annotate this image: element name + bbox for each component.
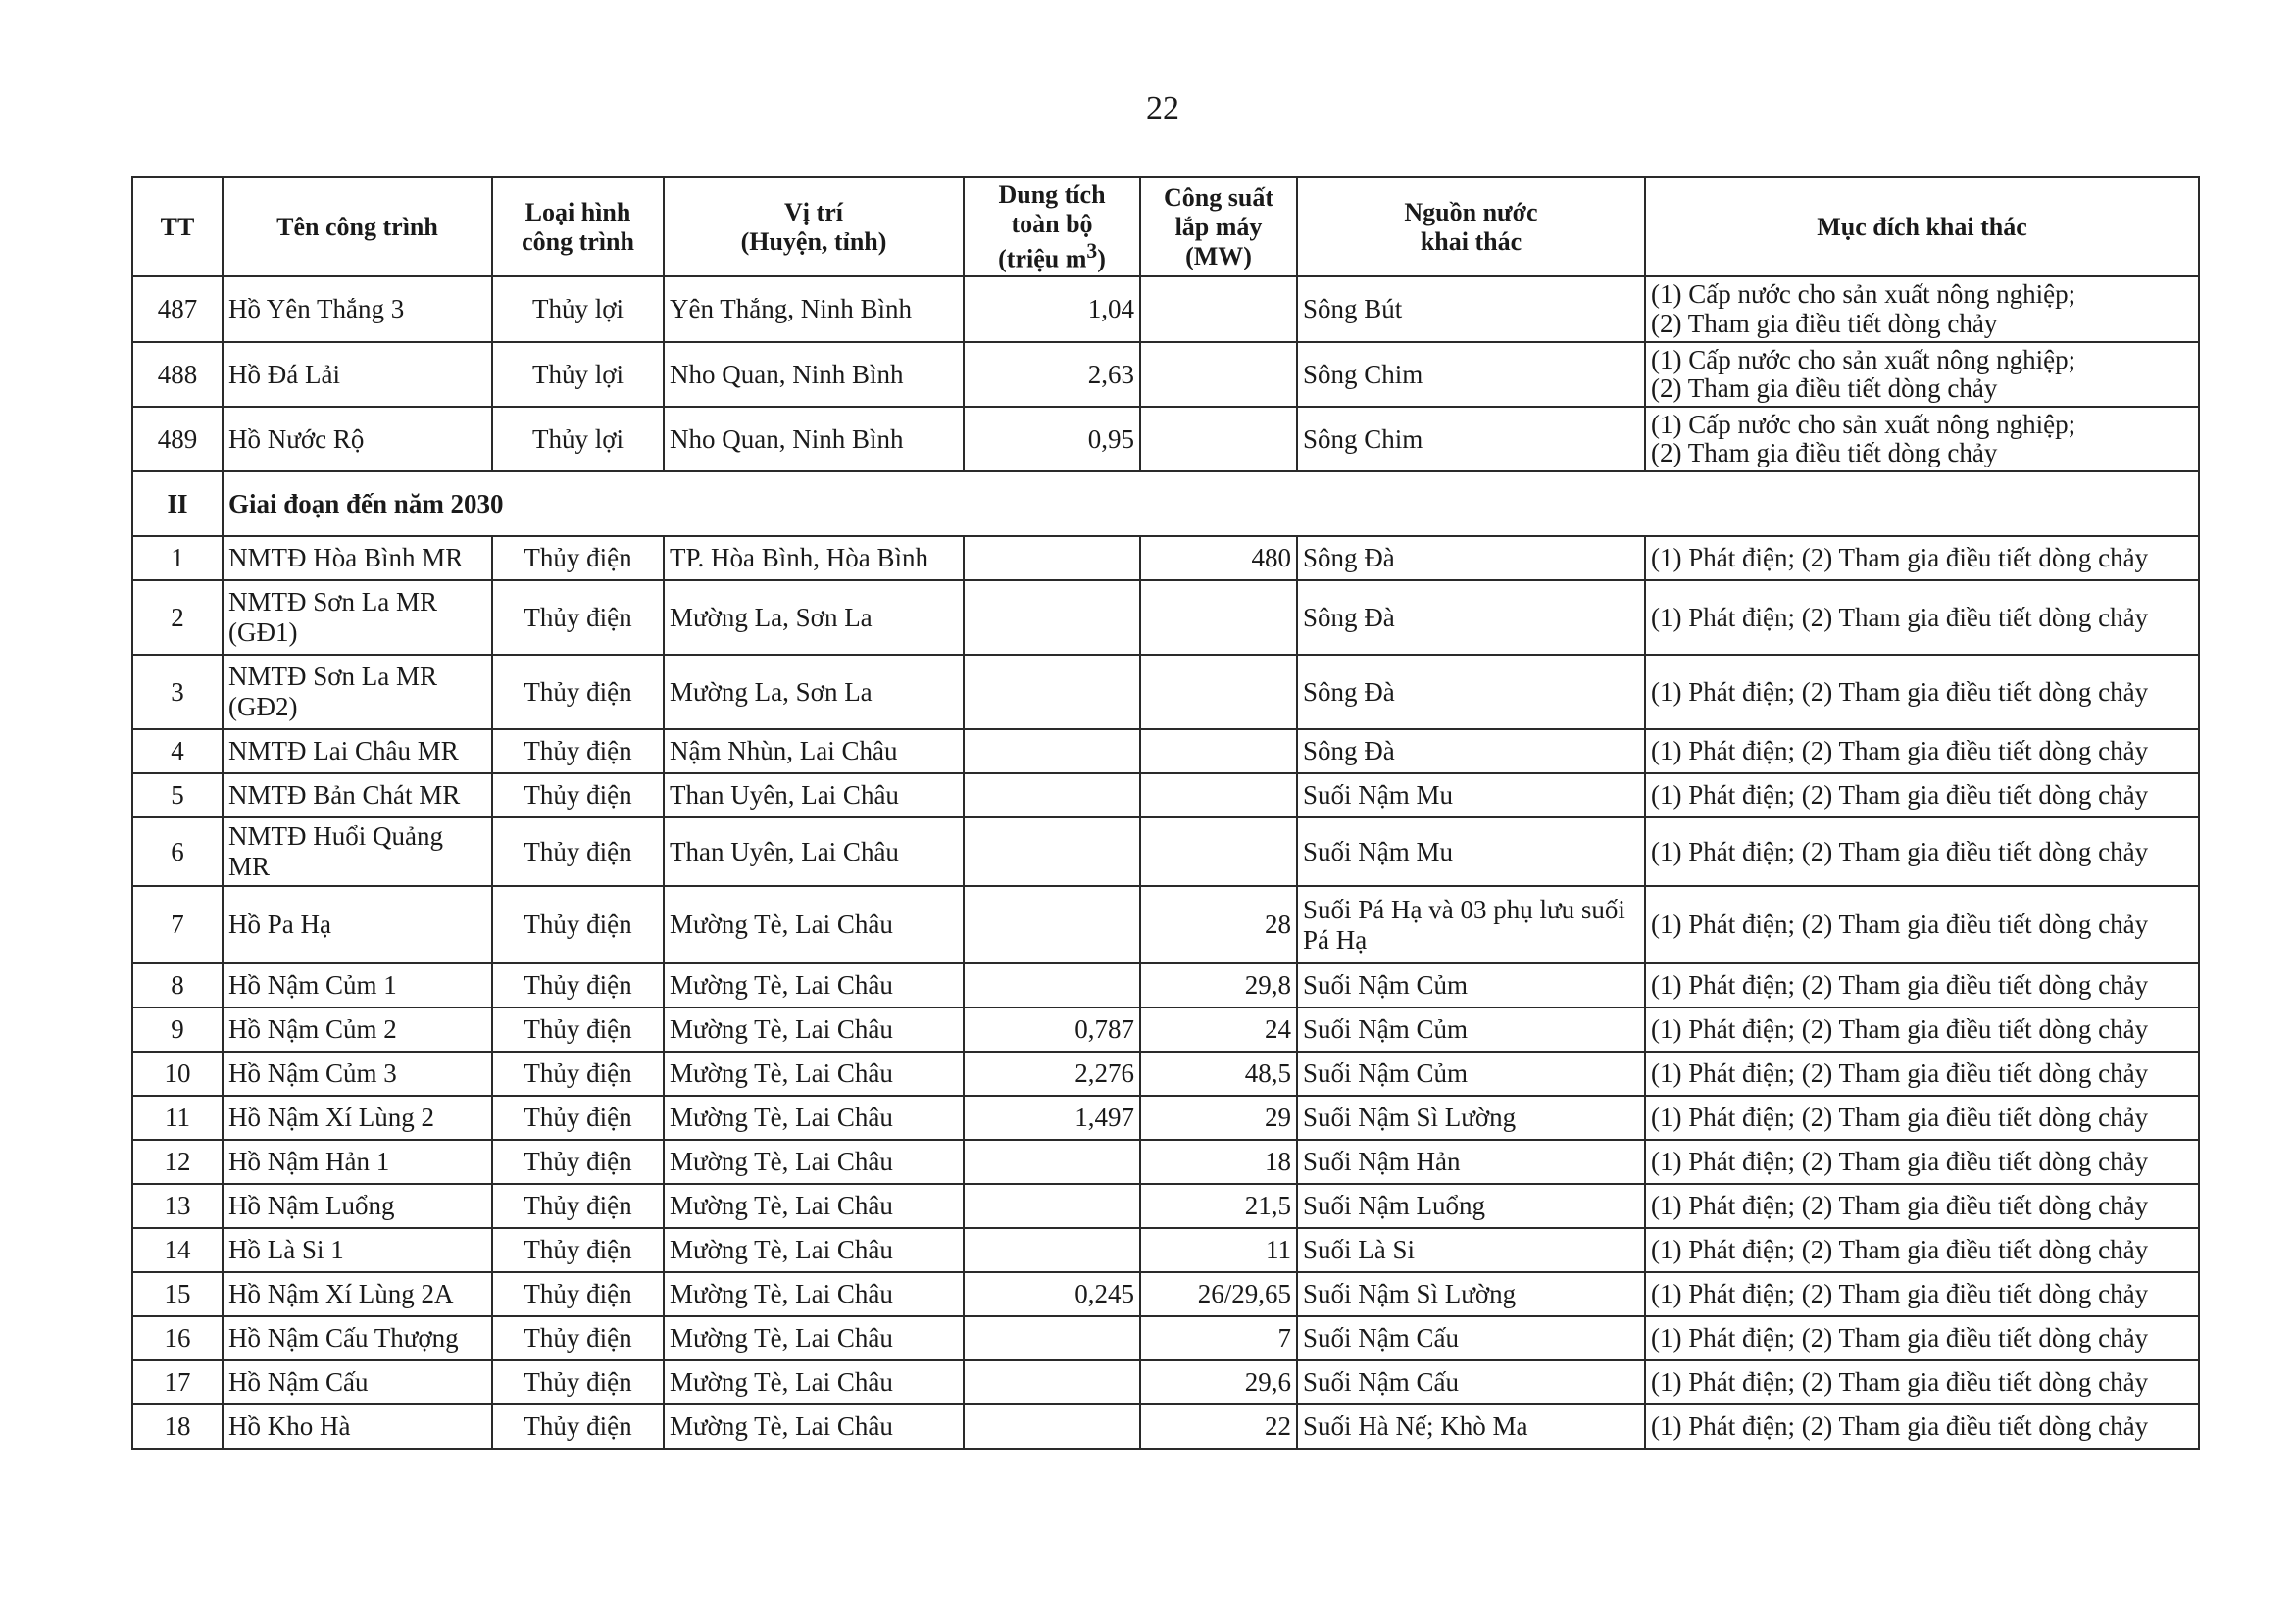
cell-name: Hồ Kho Hà [223, 1404, 492, 1449]
cell-name: NMTĐ Hòa Bình MR [223, 536, 492, 580]
cell-purpose: (1) Phát điện; (2) Tham gia điều tiết dòng chảy [1645, 1140, 2199, 1184]
cell-location: Mường La, Sơn La [664, 580, 964, 655]
purpose-line-2: (2) Tham gia điều tiết dòng chảy [1651, 308, 1998, 338]
cell-purpose: (1) Phát điện; (2) Tham gia điều tiết dòng chảy [1645, 963, 2199, 1008]
cell-tt: 16 [132, 1316, 223, 1360]
cell-name: Hồ Nậm Xí Lùng 2 [223, 1096, 492, 1140]
cell-type: Thủy điện [492, 963, 664, 1008]
table-row [132, 407, 2199, 471]
cell-power: 7 [1140, 1316, 1297, 1360]
cell-source: Suối Nậm Củm [1297, 1008, 1645, 1052]
cell-type: Thủy điện [492, 1140, 664, 1184]
cell-capacity: 0,245 [964, 1272, 1140, 1316]
cell-name: Hồ Pa Hạ [223, 886, 492, 963]
cell-name: Hồ Đá Lải [223, 342, 492, 407]
cell-power [1140, 773, 1297, 817]
cell-capacity [964, 729, 1140, 773]
purpose-line-2: (2) Tham gia điều tiết dòng chảy [1651, 438, 1998, 468]
header-name: Tên công trình [223, 177, 492, 276]
cell-purpose: (1) Phát điện; (2) Tham gia điều tiết dòng chảy [1645, 1228, 2199, 1272]
table-header-row [132, 177, 2199, 276]
cell-power [1140, 342, 1297, 407]
cell-purpose: (1) Phát điện; (2) Tham gia điều tiết dòng chảy [1645, 1008, 2199, 1052]
cell-purpose: (1) Phát điện; (2) Tham gia điều tiết dòng chảy [1645, 1360, 2199, 1404]
cell-location: Mường Tè, Lai Châu [664, 1272, 964, 1316]
cell-location: Mường Tè, Lai Châu [664, 1404, 964, 1449]
cell-purpose [1645, 276, 2199, 342]
cell-name: NMTĐ Huổi Quảng MR [223, 817, 492, 886]
purpose-line-2: (2) Tham gia điều tiết dòng chảy [1651, 373, 1998, 404]
cell-location: Mường Tè, Lai Châu [664, 1184, 964, 1228]
cell-source: Suối Nậm Hản [1297, 1140, 1645, 1184]
table-row [132, 536, 2199, 580]
cell-type: Thủy điện [492, 1316, 664, 1360]
cell-capacity [964, 817, 1140, 886]
cell-purpose [1645, 342, 2199, 407]
cell-capacity [964, 886, 1140, 963]
header-source: Nguồn nước khai thác [1297, 177, 1645, 276]
cell-name: Hồ Nậm Cấu [223, 1360, 492, 1404]
table-row [132, 773, 2199, 817]
cell-power: 29,6 [1140, 1360, 1297, 1404]
cell-name: Hồ Nậm Hản 1 [223, 1140, 492, 1184]
table-row [132, 276, 2199, 342]
cell-capacity [964, 1316, 1140, 1360]
cell-name: NMTĐ Lai Châu MR [223, 729, 492, 773]
table-row [132, 1272, 2199, 1316]
cell-source: Sông Đà [1297, 580, 1645, 655]
cell-location: Nậm Nhùn, Lai Châu [664, 729, 964, 773]
cell-purpose: (1) Phát điện; (2) Tham gia điều tiết dòng chảy [1645, 1184, 2199, 1228]
cell-purpose: (1) Phát điện; (2) Tham gia điều tiết dòng chảy [1645, 1096, 2199, 1140]
cell-tt: 15 [132, 1272, 223, 1316]
cell-power [1140, 817, 1297, 886]
table-row [132, 1184, 2199, 1228]
cell-type: Thủy điện [492, 1228, 664, 1272]
cell-location: Nho Quan, Ninh Bình [664, 407, 964, 471]
cell-purpose: (1) Phát điện; (2) Tham gia điều tiết dòng chảy [1645, 1316, 2199, 1360]
cell-capacity [964, 1404, 1140, 1449]
cell-location: Mường Tè, Lai Châu [664, 1008, 964, 1052]
cell-power: 22 [1140, 1404, 1297, 1449]
cell-type: Thủy điện [492, 580, 664, 655]
table-row [132, 729, 2199, 773]
cell-power: 28 [1140, 886, 1297, 963]
cell-type: Thủy điện [492, 729, 664, 773]
purpose-line-1: (1) Cấp nước cho sản xuất nông nghiệp; [1651, 344, 2076, 374]
cell-tt: 3 [132, 655, 223, 729]
cell-source: Suối Nậm Cấu [1297, 1316, 1645, 1360]
cell-name: Hồ Nậm Củm 3 [223, 1052, 492, 1096]
cell-name: Hồ Nậm Củm 2 [223, 1008, 492, 1052]
cell-power: 29 [1140, 1096, 1297, 1140]
cell-source: Sông Bút [1297, 276, 1645, 342]
table-row [132, 886, 2199, 963]
cell-power [1140, 407, 1297, 471]
cell-location: Mường Tè, Lai Châu [664, 886, 964, 963]
cell-tt: 6 [132, 817, 223, 886]
table-row [132, 342, 2199, 407]
cell-type: Thủy lợi [492, 276, 664, 342]
cell-name: NMTĐ Bản Chát MR [223, 773, 492, 817]
cell-power: 18 [1140, 1140, 1297, 1184]
cell-source: Sông Chim [1297, 407, 1645, 471]
cell-tt: 1 [132, 536, 223, 580]
table-row [132, 1228, 2199, 1272]
cell-source: Suối Hà Nế; Khò Ma [1297, 1404, 1645, 1449]
purpose-line-1: (1) Cấp nước cho sản xuất nông nghiệp; [1651, 409, 2076, 439]
cell-type: Thủy điện [492, 773, 664, 817]
cell-purpose: (1) Phát điện; (2) Tham gia điều tiết dòng chảy [1645, 729, 2199, 773]
cell-name: NMTĐ Sơn La MR (GĐ2) [223, 655, 492, 729]
table-row [132, 580, 2199, 655]
cell-source: Suối Nậm Sì Lường [1297, 1096, 1645, 1140]
cell-capacity: 1,497 [964, 1096, 1140, 1140]
cell-name: Hồ Nậm Cấu Thượng [223, 1316, 492, 1360]
table-row [132, 817, 2199, 886]
cell-tt: 17 [132, 1360, 223, 1404]
table-row [132, 655, 2199, 729]
cell-type: Thủy điện [492, 886, 664, 963]
table-row [132, 1404, 2199, 1449]
cell-source: Sông Chim [1297, 342, 1645, 407]
cell-location: Mường Tè, Lai Châu [664, 1316, 964, 1360]
cell-type: Thủy điện [492, 817, 664, 886]
section-tt: II [132, 471, 223, 536]
cell-location: Mường La, Sơn La [664, 655, 964, 729]
cell-tt: 488 [132, 342, 223, 407]
cell-capacity: 0,787 [964, 1008, 1140, 1052]
table-row [132, 1008, 2199, 1052]
cell-location: Nho Quan, Ninh Bình [664, 342, 964, 407]
cell-location: Mường Tè, Lai Châu [664, 1140, 964, 1184]
cell-tt: 18 [132, 1404, 223, 1449]
cell-location: Yên Thắng, Ninh Bình [664, 276, 964, 342]
cell-power: 11 [1140, 1228, 1297, 1272]
cell-tt: 10 [132, 1052, 223, 1096]
cell-capacity [964, 580, 1140, 655]
section-title: Giai đoạn đến năm 2030 [223, 471, 2199, 536]
cell-type: Thủy điện [492, 536, 664, 580]
header-type: Loại hình công trình [492, 177, 664, 276]
cell-tt: 14 [132, 1228, 223, 1272]
cell-name: Hồ Nậm Luổng [223, 1184, 492, 1228]
table-row [132, 1316, 2199, 1360]
cell-name: NMTĐ Sơn La MR (GĐ1) [223, 580, 492, 655]
table-row [132, 1096, 2199, 1140]
cell-capacity [964, 655, 1140, 729]
cell-capacity [964, 536, 1140, 580]
cell-source: Suối Nậm Luổng [1297, 1184, 1645, 1228]
table-row [132, 1360, 2199, 1404]
cell-name: Hồ Nước Rộ [223, 407, 492, 471]
cell-purpose: (1) Phát điện; (2) Tham gia điều tiết dòng chảy [1645, 536, 2199, 580]
cell-purpose: (1) Phát điện; (2) Tham gia điều tiết dòng chảy [1645, 1404, 2199, 1449]
cell-location: TP. Hòa Bình, Hòa Bình [664, 536, 964, 580]
cell-power [1140, 729, 1297, 773]
cell-type: Thủy điện [492, 1184, 664, 1228]
cell-tt: 13 [132, 1184, 223, 1228]
cell-location: Mường Tè, Lai Châu [664, 963, 964, 1008]
cell-type: Thủy điện [492, 655, 664, 729]
cell-type: Thủy điện [492, 1052, 664, 1096]
cell-name: Hồ Nậm Củm 1 [223, 963, 492, 1008]
cell-tt: 487 [132, 276, 223, 342]
cell-type: Thủy lợi [492, 342, 664, 407]
section-row [132, 471, 2199, 536]
cell-type: Thủy điện [492, 1008, 664, 1052]
table-row [132, 963, 2199, 1008]
cell-capacity [964, 1140, 1140, 1184]
cell-source: Suối Nậm Củm [1297, 963, 1645, 1008]
cell-tt: 489 [132, 407, 223, 471]
cell-purpose: (1) Phát điện; (2) Tham gia điều tiết dòng chảy [1645, 886, 2199, 963]
cell-type: Thủy điện [492, 1096, 664, 1140]
reservoir-table [131, 176, 2200, 1450]
header-capacity: Dung tích toàn bộ (triệu $m^3$) [964, 177, 1140, 276]
table-row [132, 1052, 2199, 1096]
cell-power: 24 [1140, 1008, 1297, 1052]
cell-source: Suối Nậm Củm [1297, 1052, 1645, 1096]
cell-power: 480 [1140, 536, 1297, 580]
cell-location: Mường Tè, Lai Châu [664, 1052, 964, 1096]
cell-source: Suối Pá Hạ và 03 phụ lưu suối Pá Hạ [1297, 886, 1645, 963]
cell-tt: 7 [132, 886, 223, 963]
header-power: Công suất lắp máy (MW) [1140, 177, 1297, 276]
header-tt: TT [132, 177, 223, 276]
cell-tt: 9 [132, 1008, 223, 1052]
cell-name: Hồ Yên Thắng 3 [223, 276, 492, 342]
header-purpose: Mục đích khai thác [1645, 177, 2199, 276]
cell-source: Suối Nậm Cấu [1297, 1360, 1645, 1404]
cell-purpose: (1) Phát điện; (2) Tham gia điều tiết dòng chảy [1645, 1052, 2199, 1096]
cell-purpose: (1) Phát điện; (2) Tham gia điều tiết dòng chảy [1645, 580, 2199, 655]
cell-source: Suối Nậm Mu [1297, 817, 1645, 886]
cell-tt: 4 [132, 729, 223, 773]
cell-capacity [964, 1360, 1140, 1404]
cell-location: Mường Tè, Lai Châu [664, 1096, 964, 1140]
cell-capacity: 2,63 [964, 342, 1140, 407]
cell-source: Suối Nậm Mu [1297, 773, 1645, 817]
cell-location: Mường Tè, Lai Châu [664, 1360, 964, 1404]
cell-source: Suối Là Si [1297, 1228, 1645, 1272]
cell-purpose: (1) Phát điện; (2) Tham gia điều tiết dòng chảy [1645, 655, 2199, 729]
table-row [132, 1140, 2199, 1184]
cell-type: Thủy lợi [492, 407, 664, 471]
cell-name: Hồ Nậm Xí Lùng 2A [223, 1272, 492, 1316]
cell-location: Than Uyên, Lai Châu [664, 817, 964, 886]
page-number: 22 [1146, 90, 1179, 126]
cell-power [1140, 276, 1297, 342]
cell-power [1140, 580, 1297, 655]
cell-source: Sông Đà [1297, 729, 1645, 773]
cell-tt: 12 [132, 1140, 223, 1184]
header-location: Vị trí (Huyện, tỉnh) [664, 177, 964, 276]
cell-location: Than Uyên, Lai Châu [664, 773, 964, 817]
cell-power: 29,8 [1140, 963, 1297, 1008]
cell-type: Thủy điện [492, 1360, 664, 1404]
cell-capacity [964, 1228, 1140, 1272]
cell-capacity [964, 963, 1140, 1008]
cell-power [1140, 655, 1297, 729]
cell-capacity: 0,95 [964, 407, 1140, 471]
cell-purpose: (1) Phát điện; (2) Tham gia điều tiết dòng chảy [1645, 773, 2199, 817]
cell-capacity [964, 773, 1140, 817]
cell-type: Thủy điện [492, 1404, 664, 1449]
cell-purpose [1645, 407, 2199, 471]
cell-location: Mường Tè, Lai Châu [664, 1228, 964, 1272]
cell-type: Thủy điện [492, 1272, 664, 1316]
cell-purpose: (1) Phát điện; (2) Tham gia điều tiết dòng chảy [1645, 1272, 2199, 1316]
cell-tt: 11 [132, 1096, 223, 1140]
cell-purpose: (1) Phát điện; (2) Tham gia điều tiết dòng chảy [1645, 817, 2199, 886]
cell-power: 26/29,65 [1140, 1272, 1297, 1316]
cell-capacity: 2,276 [964, 1052, 1140, 1096]
cell-tt: 8 [132, 963, 223, 1008]
cell-capacity [964, 1184, 1140, 1228]
cell-name: Hồ Là Si 1 [223, 1228, 492, 1272]
cell-power: 48,5 [1140, 1052, 1297, 1096]
cell-source: Suối Nậm Sì Lường [1297, 1272, 1645, 1316]
cell-tt: 2 [132, 580, 223, 655]
cell-source: Sông Đà [1297, 536, 1645, 580]
cell-power: 21,5 [1140, 1184, 1297, 1228]
cell-capacity: 1,04 [964, 276, 1140, 342]
cell-source: Sông Đà [1297, 655, 1645, 729]
cell-tt: 5 [132, 773, 223, 817]
purpose-line-1: (1) Cấp nước cho sản xuất nông nghiệp; [1651, 279, 2076, 310]
